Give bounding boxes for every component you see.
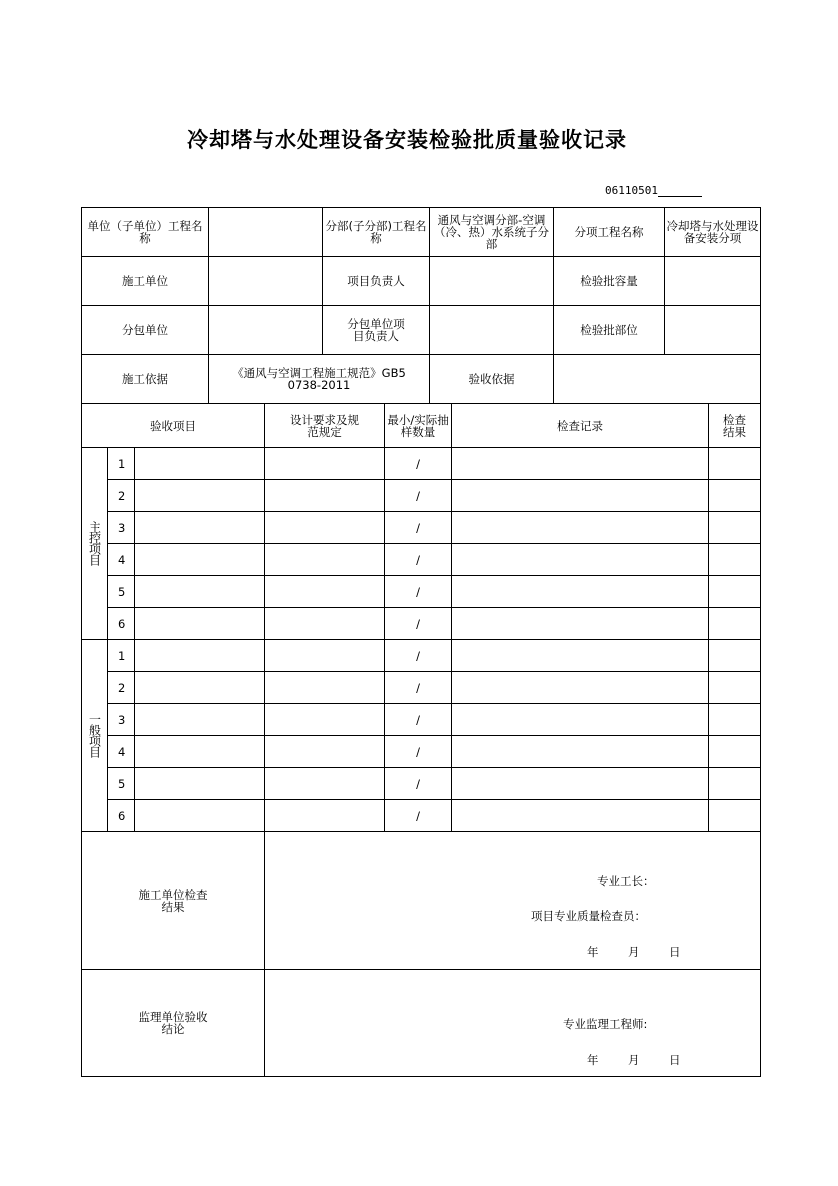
sample-cell[interactable]: /	[385, 608, 452, 640]
item-cell[interactable]	[135, 800, 265, 832]
project-manager-label: 项目负责人	[323, 257, 430, 306]
sample-cell[interactable]: /	[385, 544, 452, 576]
subdivision-name-value[interactable]: 通风与空调分部-空调（冷、热）水系统子分部	[430, 208, 554, 257]
item-cell[interactable]	[135, 480, 265, 512]
column-design-header: 设计要求及规范规定	[265, 404, 385, 448]
row-number: 1	[108, 448, 135, 480]
table-row	[82, 704, 761, 736]
column-item-header: 验收项目	[82, 404, 265, 448]
record-cell[interactable]	[452, 768, 709, 800]
contractor-date-year: 年	[587, 945, 599, 959]
result-cell[interactable]	[709, 704, 761, 736]
record-cell[interactable]	[452, 736, 709, 768]
design-cell[interactable]	[265, 576, 385, 608]
result-cell[interactable]	[709, 576, 761, 608]
sample-cell[interactable]: /	[385, 576, 452, 608]
general-group-label: 一般项目	[82, 640, 108, 832]
acceptance-basis-label: 验收依据	[430, 355, 554, 404]
item-cell[interactable]	[135, 544, 265, 576]
design-cell[interactable]	[265, 704, 385, 736]
design-cell[interactable]	[265, 512, 385, 544]
sample-cell[interactable]: /	[385, 704, 452, 736]
row-number: 2	[108, 480, 135, 512]
sample-cell[interactable]: /	[385, 672, 452, 704]
project-manager-value[interactable]	[430, 257, 554, 306]
batch-location-label: 检验批部位	[554, 306, 665, 355]
construction-basis-value[interactable]: 《通风与空调工程施工规范》GB50738-2011	[209, 355, 430, 404]
result-cell[interactable]	[709, 544, 761, 576]
sample-cell[interactable]: /	[385, 480, 452, 512]
item-cell[interactable]	[135, 512, 265, 544]
design-cell[interactable]	[265, 480, 385, 512]
column-record-header: 检查记录	[452, 404, 709, 448]
construction-basis-label: 施工依据	[82, 355, 209, 404]
row-number: 1	[108, 640, 135, 672]
row-number: 4	[108, 544, 135, 576]
item-cell[interactable]	[135, 448, 265, 480]
design-cell[interactable]	[265, 800, 385, 832]
result-cell[interactable]	[709, 800, 761, 832]
table-row	[82, 736, 761, 768]
row-number: 6	[108, 608, 135, 640]
item-cell[interactable]	[135, 736, 265, 768]
item-cell[interactable]	[135, 608, 265, 640]
record-cell[interactable]	[452, 800, 709, 832]
table-row	[82, 640, 761, 672]
table-row	[82, 512, 761, 544]
header-table	[81, 207, 761, 404]
record-cell[interactable]	[452, 608, 709, 640]
result-cell[interactable]	[709, 736, 761, 768]
item-cell[interactable]	[135, 640, 265, 672]
supervisor-check-label: 监理单位验收结论	[82, 970, 265, 1077]
main-control-group-label: 主控项目	[82, 448, 108, 640]
subcontractor-label: 分包单位	[82, 306, 209, 355]
inspection-items-table	[81, 403, 761, 832]
table-row	[82, 576, 761, 608]
page-title: 冷却塔与水处理设备安装检验批质量验收记录	[187, 127, 627, 152]
result-cell[interactable]	[709, 480, 761, 512]
contractor-label: 施工单位	[82, 257, 209, 306]
item-name-label: 分项工程名称	[554, 208, 665, 257]
record-cell[interactable]	[452, 704, 709, 736]
sample-cell[interactable]: /	[385, 512, 452, 544]
design-cell[interactable]	[265, 608, 385, 640]
sub-project-manager-label: 分包单位项目负责人	[323, 306, 430, 355]
design-cell[interactable]	[265, 736, 385, 768]
result-cell[interactable]	[709, 768, 761, 800]
contractor-check-label: 施工单位检查结果	[82, 832, 265, 970]
column-sample-header: 最小/实际抽样数量	[385, 404, 452, 448]
table-row	[82, 768, 761, 800]
design-cell[interactable]	[265, 448, 385, 480]
item-cell[interactable]	[135, 576, 265, 608]
result-cell[interactable]	[709, 608, 761, 640]
table-row	[82, 608, 761, 640]
record-cell[interactable]	[452, 576, 709, 608]
sample-cell[interactable]: /	[385, 736, 452, 768]
foreman-label: 专业工长：	[597, 874, 655, 888]
result-cell[interactable]	[709, 640, 761, 672]
sub-project-manager-value[interactable]	[430, 306, 554, 355]
design-cell[interactable]	[265, 544, 385, 576]
contractor-date-day: 日	[669, 945, 681, 959]
sample-cell[interactable]: /	[385, 448, 452, 480]
row-number: 3	[108, 512, 135, 544]
row-number: 6	[108, 800, 135, 832]
batch-capacity-label: 检验批容量	[554, 257, 665, 306]
row-number: 4	[108, 736, 135, 768]
table-row	[82, 800, 761, 832]
result-cell[interactable]	[709, 448, 761, 480]
row-number: 5	[108, 768, 135, 800]
form-code-blank[interactable]	[658, 185, 702, 197]
supervisor-date-month: 月	[628, 1053, 640, 1067]
batch-location-value[interactable]	[665, 306, 761, 355]
acceptance-basis-value[interactable]	[554, 355, 761, 404]
table-row	[82, 480, 761, 512]
item-cell[interactable]	[135, 704, 265, 736]
signoff-table	[81, 831, 761, 1077]
sample-cell[interactable]: /	[385, 768, 452, 800]
unit-name-value[interactable]	[209, 208, 323, 257]
contractor-date-month: 月	[628, 945, 640, 959]
record-cell[interactable]	[452, 480, 709, 512]
record-cell[interactable]	[452, 448, 709, 480]
batch-capacity-value[interactable]	[665, 257, 761, 306]
supervising-engineer-label: 专业监理工程师:	[563, 1017, 648, 1031]
contractor-value[interactable]	[209, 257, 323, 306]
record-cell[interactable]	[452, 512, 709, 544]
design-cell[interactable]	[265, 640, 385, 672]
supervisor-check-area[interactable]	[265, 970, 761, 1077]
record-cell[interactable]	[452, 640, 709, 672]
unit-name-label: 单位（子单位）工程名称	[82, 208, 209, 257]
sample-cell[interactable]: /	[385, 800, 452, 832]
sample-cell[interactable]: /	[385, 640, 452, 672]
subdivision-name-label: 分部(子分部)工程名称	[323, 208, 430, 257]
supervisor-date-day: 日	[669, 1053, 681, 1067]
design-cell[interactable]	[265, 768, 385, 800]
row-number: 2	[108, 672, 135, 704]
subcontractor-value[interactable]	[209, 306, 323, 355]
result-cell[interactable]	[709, 672, 761, 704]
design-cell[interactable]	[265, 672, 385, 704]
supervisor-date-year: 年	[587, 1053, 599, 1067]
table-row	[82, 672, 761, 704]
item-cell[interactable]	[135, 672, 265, 704]
column-result-header: 检查结果	[709, 404, 761, 448]
contractor-check-area[interactable]	[265, 832, 761, 970]
table-row	[82, 448, 761, 480]
item-name-value[interactable]: 冷却塔与水处理设备安装分项	[665, 208, 761, 257]
form-code	[605, 184, 702, 197]
row-number: 5	[108, 576, 135, 608]
record-cell[interactable]	[452, 544, 709, 576]
item-cell[interactable]	[135, 768, 265, 800]
row-number: 3	[108, 704, 135, 736]
record-cell[interactable]	[452, 672, 709, 704]
result-cell[interactable]	[709, 512, 761, 544]
form-code-number: 06110501	[605, 184, 658, 197]
quality-inspector-label: 项目专业质量检查员：	[531, 909, 646, 923]
table-row	[82, 544, 761, 576]
